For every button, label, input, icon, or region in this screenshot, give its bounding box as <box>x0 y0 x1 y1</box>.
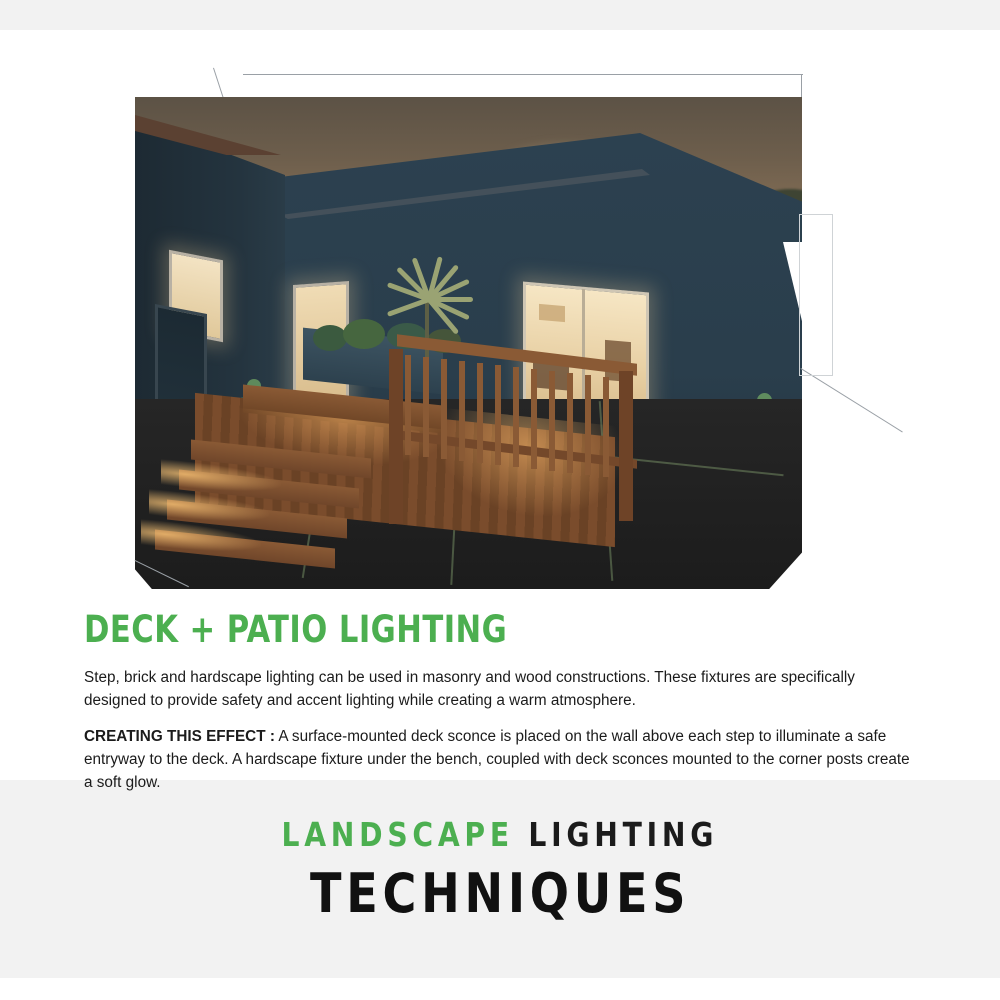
effect-paragraph <box>84 726 916 794</box>
crop-guide-box <box>799 214 833 376</box>
deck-railing <box>397 349 637 529</box>
effect-label: CREATING THIS EFFECT : <box>84 728 275 746</box>
railing-corner-post <box>619 371 633 521</box>
render-image <box>135 97 802 589</box>
interior-artwork <box>539 304 565 322</box>
crop-line <box>800 368 902 432</box>
shrub <box>343 319 385 349</box>
brand-word-landscape: LANDSCAPE <box>281 815 515 854</box>
brand-line-2: TECHNIQUES <box>309 862 691 925</box>
effect-text: A surface-mounted deck sconce is placed on the wall above each step to illuminate a safe entryway to the deck. A hardscape fixture under the bench, coupled with deck sconces mounted to the corner posts create a soft glow. <box>84 728 910 791</box>
content-area <box>0 30 1000 791</box>
article-text <box>84 608 916 808</box>
bottom-strip <box>0 978 1000 1000</box>
intro-paragraph: Step, brick and hardscape lighting can be used in masonry and wood constructions. These fixtures are specifically designed to provide safety and accent lighting while creating a warm atmosphere. <box>84 669 855 709</box>
crop-line <box>243 74 803 75</box>
shrub <box>313 325 347 351</box>
brand-word-lighting: LIGHTING <box>528 815 719 854</box>
brand-line-1 <box>282 815 719 854</box>
footer-branding <box>0 780 1000 978</box>
illustration-deck-patio-night-rendering <box>135 68 865 598</box>
railing-corner-post <box>389 349 403 524</box>
top-strip <box>0 0 1000 30</box>
page-title: DECK + PATIO LIGHTING <box>84 608 508 651</box>
